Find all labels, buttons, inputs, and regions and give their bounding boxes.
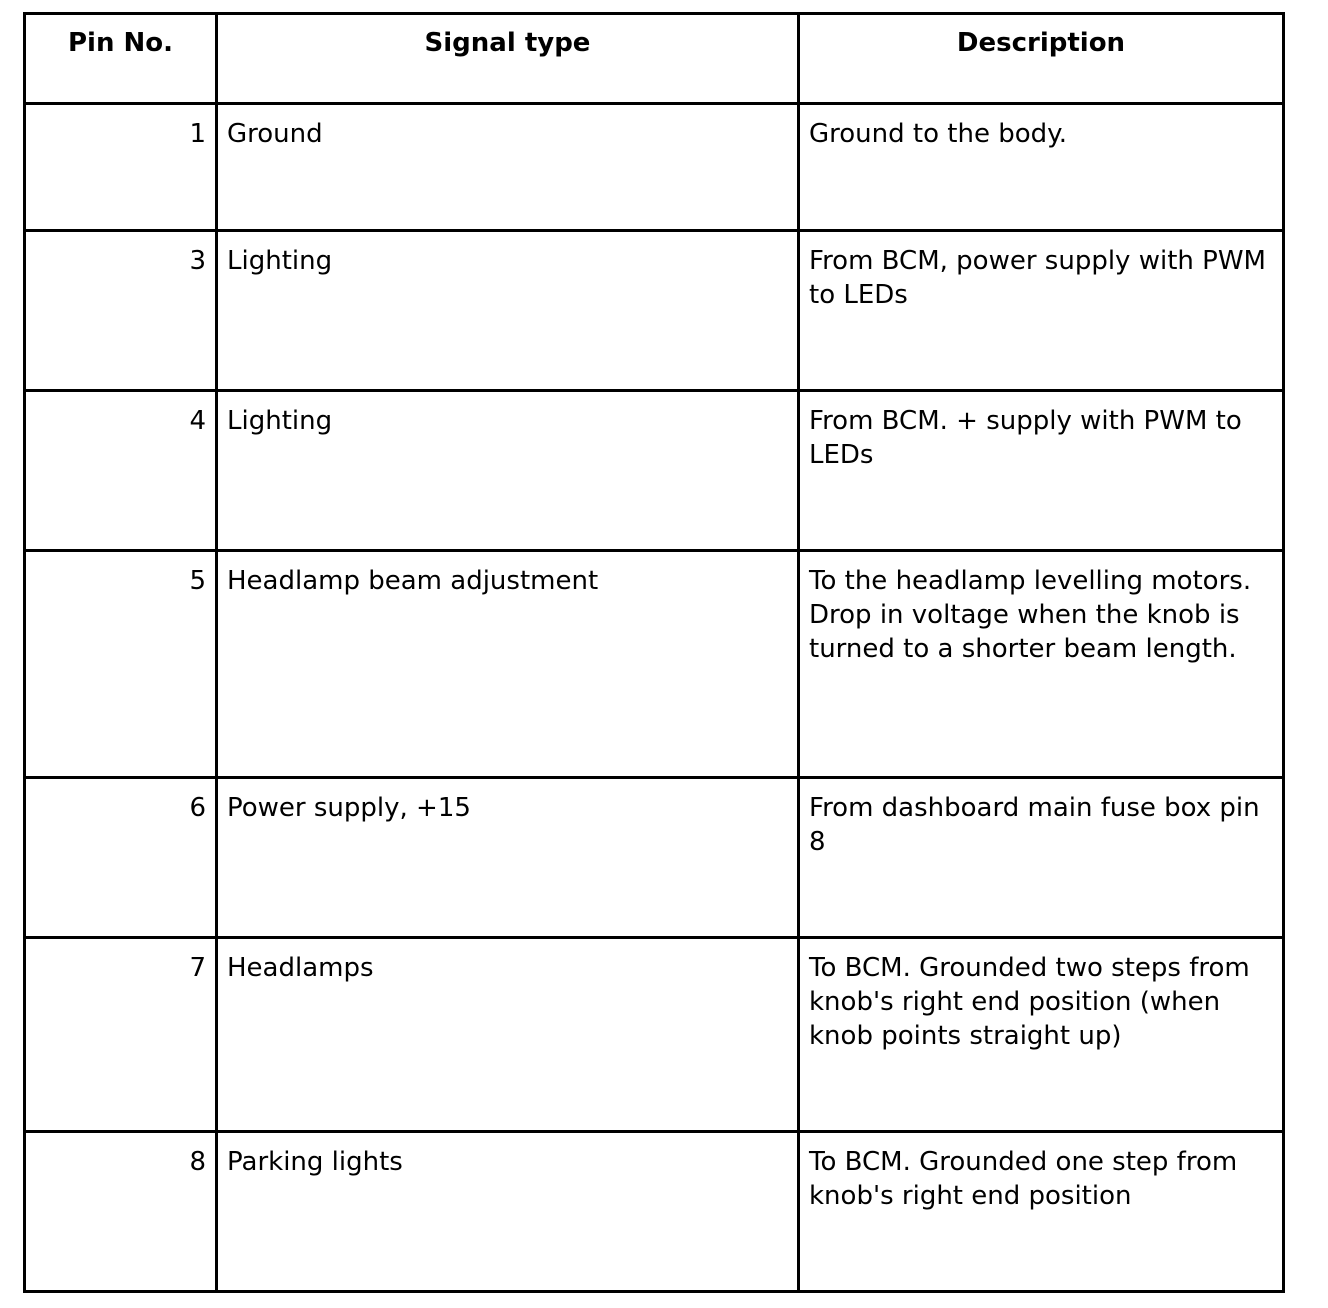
table-row	[25, 551, 1284, 778]
table-row	[25, 391, 1284, 551]
pin-cell: 3	[25, 231, 217, 391]
description-cell: To BCM. Grounded one step from knob's right end position	[799, 1132, 1284, 1292]
description-cell: From dashboard main fuse box pin 8	[799, 778, 1284, 938]
description-cell: From BCM, power supply with PWM to LEDs	[799, 231, 1284, 391]
table-row	[25, 231, 1284, 391]
description-cell: To the headlamp levelling motors. Drop in voltage when the knob is turned to a shorter beam length.	[799, 551, 1284, 778]
header-row	[25, 14, 1284, 104]
table-row	[25, 1132, 1284, 1292]
header-description: Description	[799, 14, 1284, 104]
header-pin: Pin No.	[25, 14, 217, 104]
pin-cell: 8	[25, 1132, 217, 1292]
signal-cell: Parking lights	[217, 1132, 799, 1292]
signal-cell: Lighting	[217, 231, 799, 391]
pin-cell: 4	[25, 391, 217, 551]
header-signal: Signal type	[217, 14, 799, 104]
signal-cell: Ground	[217, 104, 799, 231]
signal-cell: Lighting	[217, 391, 799, 551]
pin-cell: 7	[25, 938, 217, 1132]
signal-cell: Headlamps	[217, 938, 799, 1132]
pin-table	[23, 12, 1285, 1293]
signal-cell: Headlamp beam adjustment	[217, 551, 799, 778]
description-cell: Ground to the body.	[799, 104, 1284, 231]
table-row	[25, 938, 1284, 1132]
table-row	[25, 104, 1284, 231]
table-row	[25, 778, 1284, 938]
description-cell: To BCM. Grounded two steps from knob's right end position (when knob points straight up)	[799, 938, 1284, 1132]
signal-cell: Power supply, +15	[217, 778, 799, 938]
pin-cell: 1	[25, 104, 217, 231]
pin-cell: 6	[25, 778, 217, 938]
pin-cell: 5	[25, 551, 217, 778]
description-cell: From BCM. + supply with PWM to LEDs	[799, 391, 1284, 551]
